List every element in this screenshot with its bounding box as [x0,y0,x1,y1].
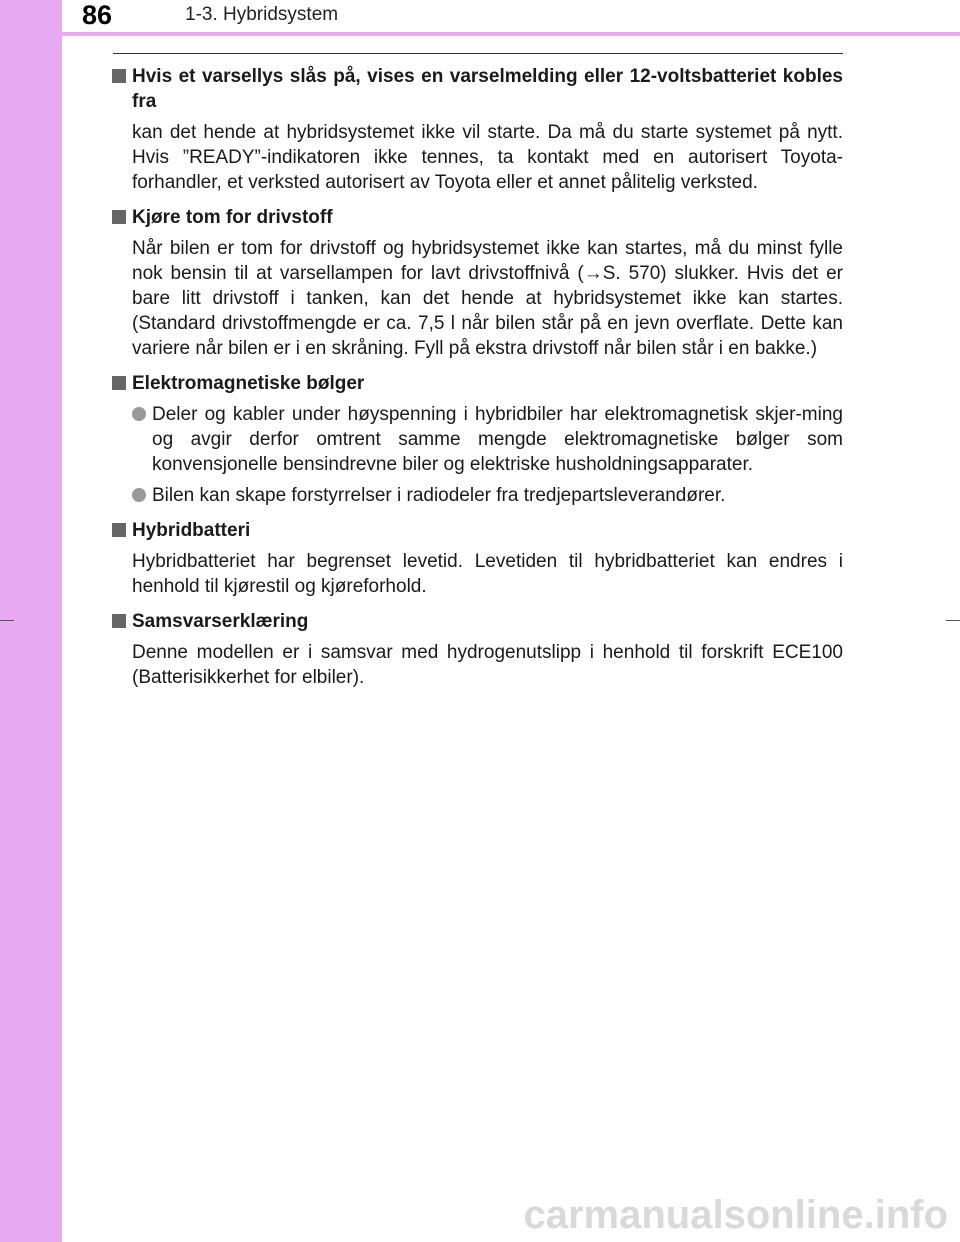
paragraph: Denne modellen er i samsvar med hydrogenutslipp i henhold til forskrift ECE100 (Batterisikkerhet for elbiler). [132,642,843,688]
header-divider [62,32,960,36]
section-heading-text: Hvis et varsellys slås på, vises en varselmelding eller 12-voltsbatteriet kobles fra [132,66,843,112]
round-bullet-icon [132,407,146,421]
watermark: carmanualsonline.info [523,1193,948,1237]
page-edge-band [0,0,62,1242]
section-heading [112,518,843,543]
section-heading-text: Elektromagnetiske bølger [132,373,365,394]
square-bullet-icon [112,376,126,390]
list-item [112,483,843,508]
list-item [112,402,843,477]
crop-mark [0,620,14,621]
square-bullet-icon [112,69,126,83]
round-bullet-icon [132,488,146,502]
section-title: 1-3. Hybridsystem [185,4,339,25]
list-item-text: Bilen kan skape forstyrrelser i radiodeler fra tredjepartsleverandører. [152,485,726,506]
section-heading-text: Kjøre tom for drivstoff [132,207,333,228]
paragraph: Hybridbatteriet har begrenset levetid. Levetiden til hybridbatteriet kan endres i henhold til kjørestil og kjøreforhold. [132,551,843,597]
page-content [112,64,843,690]
section-heading-text: Samsvarserklæring [132,611,309,632]
page-number: 86 [82,0,113,30]
list-item-text: Deler og kabler under høyspenning i hybridbiler har elektromagnetisk skjer-ming og avgir derfor omtrent samme mengde elektromagnetiske bølger som konvensjonelle bensindrevne biler og elektriske husholdningsapparater. [152,404,843,475]
section-heading [112,205,843,230]
section-heading [112,64,843,114]
paragraph: kan det hende at hybridsystemet ikke vil starte. Da må du starte systemet på nytt. Hvis ”READY”-indikatoren ikke tennes, ta kontakt med en autorisert Toyota-forhandler, et verksted autorisert av Toyota eller et annet pålitelig verksted. [132,122,843,193]
content-divider [113,53,843,54]
square-bullet-icon [112,614,126,628]
paragraph: Når bilen er tom for drivstoff og hybridsystemet ikke kan startes, må du minst fylle nok bensin til at varsellampen for lavt drivstoffnivå (→S. 570) slukker. Hvis det er bare litt drivstoff i tanken, kan det hende at hybridsystemet ikke kan startes. (Standard drivstoffmengde er ca. 7,5 l når bilen står på en jevn overflate. Dette kan variere når bilen er i en skråning. Fyll på ekstra drivstoff når bilen står i en bakke.) [132,238,843,359]
section-heading [112,609,843,634]
crop-mark [946,620,960,621]
square-bullet-icon [112,210,126,224]
section-heading [112,371,843,396]
square-bullet-icon [112,523,126,537]
section-heading-text: Hybridbatteri [132,520,251,541]
